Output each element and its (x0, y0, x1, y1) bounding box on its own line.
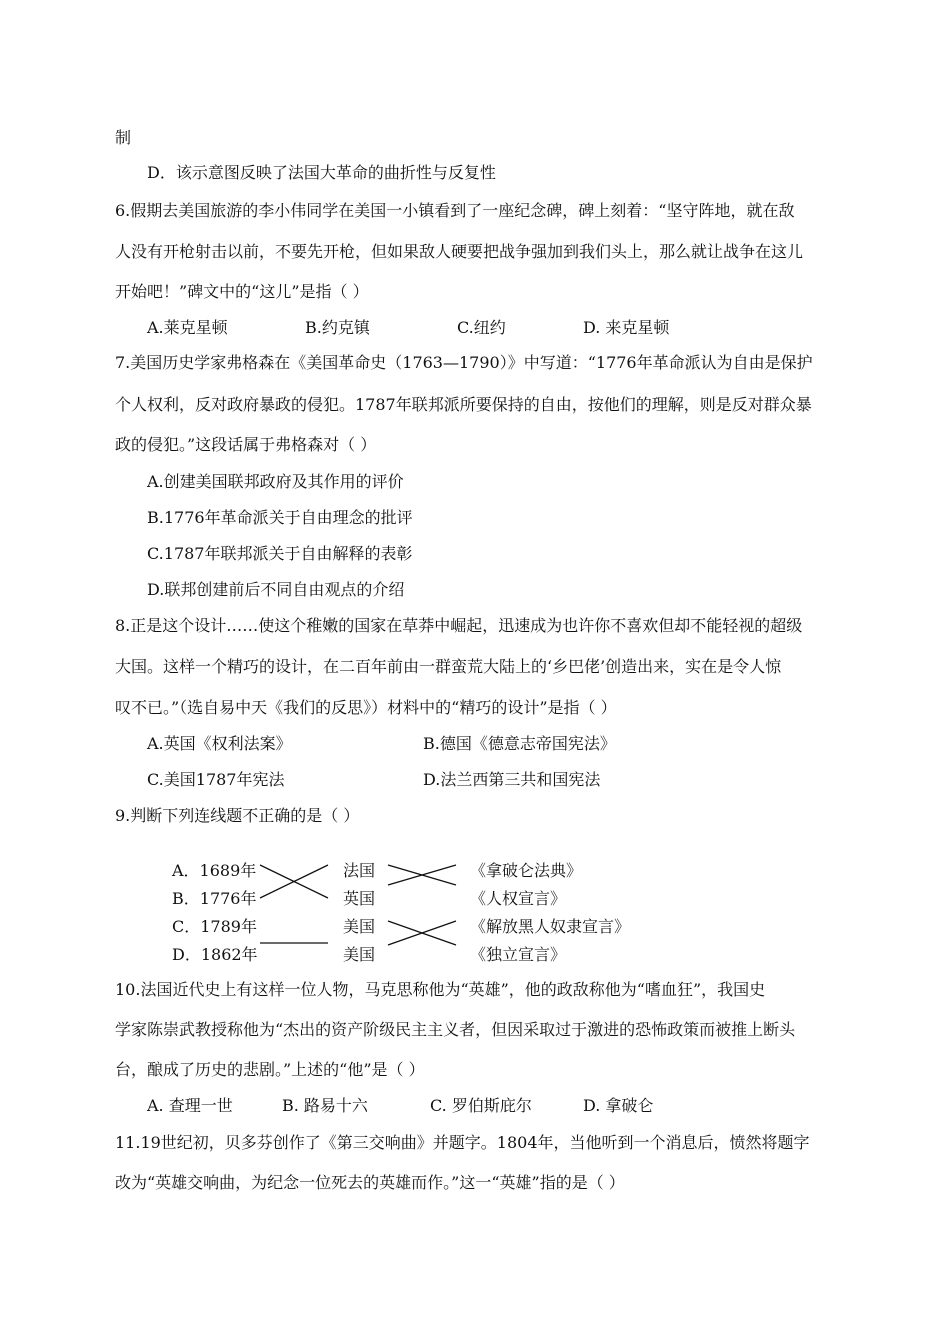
question-6-option-d: D. 来克星顿 (583, 318, 670, 337)
diagram-country: 法国 (343, 861, 376, 880)
diagram-document: 《解放黑人奴隶宣言》 (470, 917, 631, 936)
question-10-option-d: D. 拿破仑 (583, 1096, 654, 1115)
question-7-option-a: A.创建美国联邦政府及其作用的评价 (147, 472, 404, 491)
question-6-text: 6.假期去美国旅游的李小伟同学在美国一小镇看到了一座纪念碑，碑上刻着：“坚守阵地，就在敌 (115, 201, 795, 220)
matching-lines (160, 853, 660, 973)
diagram-document: 《拿破仑法典》 (470, 861, 583, 880)
diagram-country: 英国 (343, 889, 376, 908)
diagram-year-d: D．1862年 (172, 945, 258, 964)
question-10-option-b: B. 路易十六 (282, 1096, 368, 1115)
diagram-document: 《人权宣言》 (470, 889, 567, 908)
question-6-option-c: C.纽约 (457, 318, 506, 337)
question-7-option-b: B.1776年革命派关于自由理念的批评 (147, 508, 413, 527)
question-11-text: 改为“英雄交响曲，为纪念一位死去的英雄而作。”这一“英雄”指的是（ ） (115, 1173, 625, 1192)
question-8-option-a: A.英国《权利法案》 (147, 734, 292, 753)
question-6-text: 人没有开枪射击以前，不要先开枪，但如果敌人硬要把战争强加到我们头上，那么就让战争在这儿 (115, 242, 804, 261)
question-6-text: 开始吧！”碑文中的“这儿”是指（ ） (115, 282, 369, 301)
question-8-text: 8.正是这个设计……使这个稚嫩的国家在草莽中崛起，迅速成为也许你不喜欢但却不能轻视的超级 (115, 616, 803, 635)
option-line: D．该示意图反映了法国大革命的曲折性与反复性 (147, 163, 496, 182)
diagram-year-a: A．1689年 (172, 861, 257, 880)
question-7-option-d: D.联邦创建前后不同自由观点的介绍 (147, 580, 405, 599)
diagram-year-b: B．1776年 (172, 889, 257, 908)
diagram-document: 《独立宣言》 (470, 945, 567, 964)
question-11-text: 11.19世纪初，贝多芬创作了《第三交响曲》并题字。1804年，当他听到一个消息后，愤然将题字 (115, 1133, 810, 1152)
question-9-text: 9.判断下列连线题不正确的是（ ） (115, 806, 360, 825)
diagram-country: 美国 (343, 945, 376, 964)
text-line: 制 (115, 128, 132, 147)
matching-diagram (160, 853, 660, 973)
question-10-text: 台，酿成了历史的悲剧。”上述的“他”是（ ） (115, 1060, 425, 1079)
question-10-text: 学家陈崇武教授称他为“杰出的资产阶级民主主义者，但因采取过于激进的恐怖政策而被推上断头 (115, 1020, 796, 1039)
question-8-text: 叹不已。”（选自易中天《我们的反思》）材料中的“精巧的设计”是指（ ） (115, 698, 617, 717)
question-7-text: 7.美国历史学家弗格森在《美国革命史（1763—1790）》中写道：“1776年革命派认为自由是保护 (115, 353, 813, 372)
question-7-text: 政的侵犯。”这段话属于弗格森对（ ） (115, 435, 377, 454)
question-8-text: 大国。这样一个精巧的设计，在二百年前由一群蛮荒大陆上的‘乡巴佬’创造出来，实在是令人惊 (115, 657, 782, 676)
diagram-year-c: C．1789年 (172, 917, 257, 936)
question-8-option-b: B.德国《德意志帝国宪法》 (423, 734, 616, 753)
question-8-option-c: C.美国1787年宪法 (147, 770, 285, 789)
diagram-country: 美国 (343, 917, 376, 936)
question-10-option-c: C. 罗伯斯庇尔 (430, 1096, 532, 1115)
question-10-option-a: A. 查理一世 (147, 1096, 233, 1115)
question-6-option-b: B.约克镇 (305, 318, 370, 337)
question-8-option-d: D.法兰西第三共和国宪法 (423, 770, 601, 789)
question-7-text: 个人权利，反对政府暴政的侵犯。1787年联邦派所要保持的自由，按他们的理解，则是反对群众暴 (115, 395, 812, 414)
question-10-text: 10.法国近代史上有这样一位人物，马克思称他为“英雄”，他的政敌称他为“嗜血狂”，我国史 (115, 980, 766, 999)
question-6-option-a: A.莱克星顿 (147, 318, 228, 337)
question-7-option-c: C.1787年联邦派关于自由解释的表彰 (147, 544, 413, 563)
